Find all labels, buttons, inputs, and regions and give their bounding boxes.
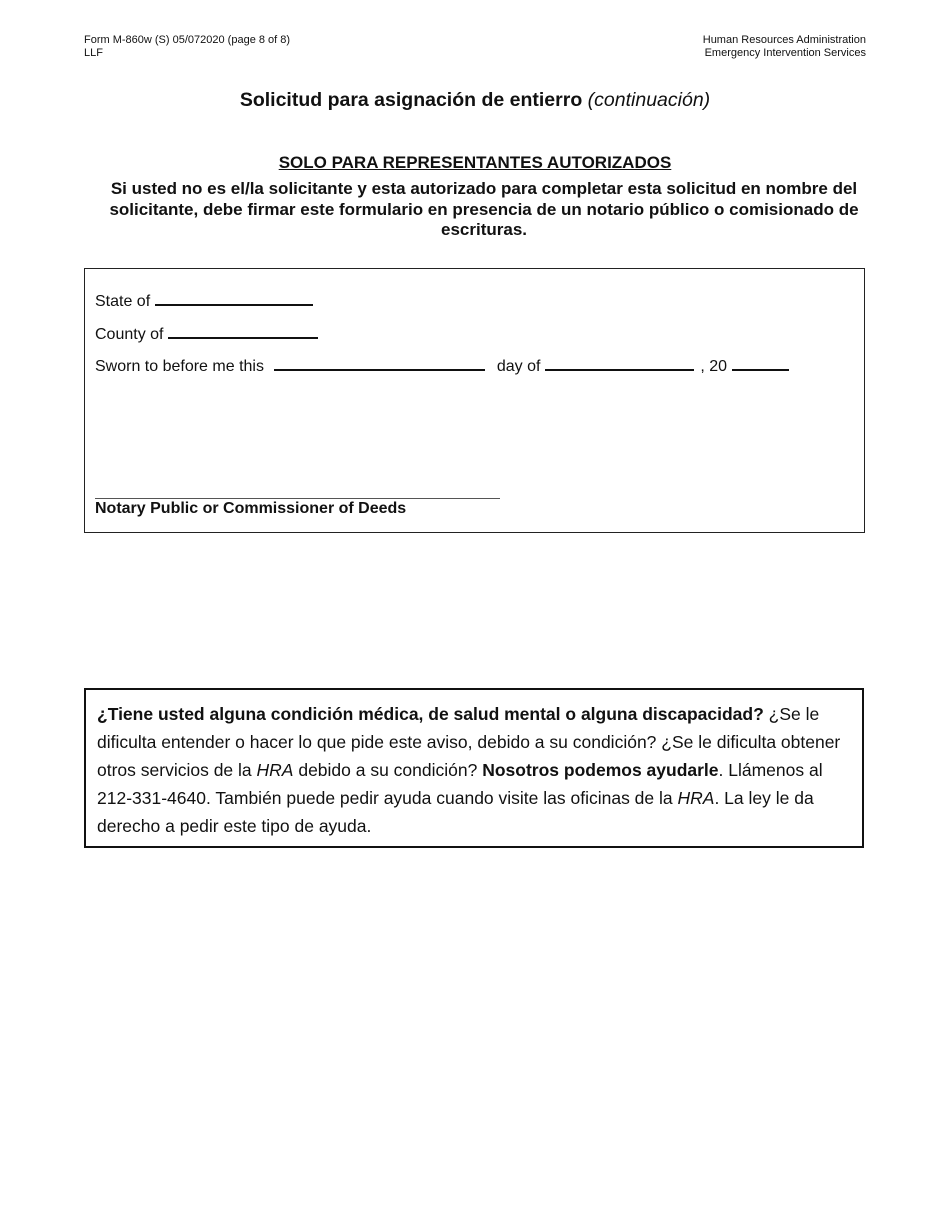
sworn-label: Sworn to before me this	[95, 358, 264, 375]
page-title	[0, 89, 950, 112]
help-text-part2: debido a su condición?	[293, 760, 483, 780]
section-heading: SOLO PARA REPRESENTANTES AUTORIZADOS	[278, 153, 672, 172]
county-row	[95, 321, 318, 344]
year-prefix-label: , 20	[700, 358, 728, 375]
agency-name: Human Resources Administration	[702, 34, 866, 46]
county-field[interactable]	[168, 321, 318, 339]
year-field[interactable]	[732, 353, 789, 371]
help-text-part3: . Llámenos al 212-331-4640. También puede pedir ayuda cuando visite las oficinas de la	[97, 760, 823, 808]
sworn-day-field[interactable]	[274, 353, 485, 371]
form-id: Form M-860w (S) 05/072020 (page 8 of 8)	[84, 34, 291, 46]
month-field[interactable]	[545, 353, 694, 371]
section-instructions: Si usted no es el/la solicitante y esta autorizado para completar esta solicitud en nombre del solicitante, debe firmar este formulario en presencia de un notario público o comisionado de escrituras.	[109, 179, 859, 239]
state-field[interactable]	[155, 288, 313, 306]
form-header-right	[703, 34, 866, 59]
notary-section	[84, 268, 865, 533]
state-label: State of	[95, 293, 151, 310]
hra-abbrev: HRA	[677, 788, 715, 808]
page-title-main: Solicitud para asignación de entierro	[239, 89, 583, 111]
county-label: County of	[95, 326, 164, 343]
accessibility-help-notice	[84, 688, 864, 848]
hra-abbrev: HRA	[256, 760, 294, 780]
division-name: Emergency Intervention Services	[704, 46, 866, 59]
notary-signature-label: Notary Public or Commissioner of Deeds	[95, 500, 407, 517]
day-of-label: day of	[496, 358, 541, 375]
page-title-continuation: (continuación)	[587, 89, 711, 111]
help-question: ¿Tiene usted alguna condición médica, de salud mental o alguna discapacidad?	[97, 704, 764, 724]
help-text	[97, 700, 857, 840]
help-text-part4: . La ley le da derecho a pedir este tipo de ayuda.	[97, 788, 814, 836]
form-header-left	[84, 34, 290, 59]
form-code: LLF	[84, 46, 103, 59]
sworn-row	[95, 353, 789, 376]
notary-signature-line[interactable]	[95, 498, 500, 499]
help-offer: Nosotros podemos ayudarle	[482, 760, 719, 780]
state-row	[95, 288, 313, 311]
help-text-part1: ¿Se le dificulta entender o hacer lo que pide este aviso, debido a su condición? ¿Se le dificulta obtener otros servicios de la	[97, 704, 841, 780]
